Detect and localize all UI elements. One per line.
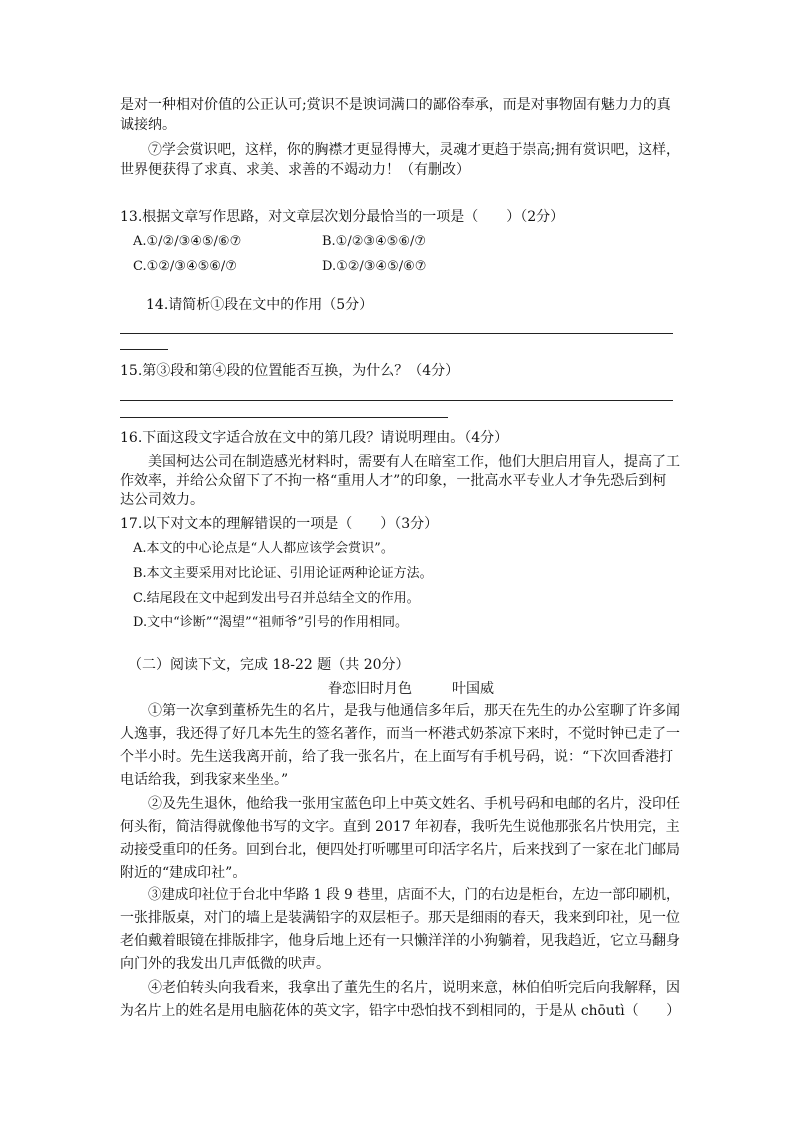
q13-option-d: D.①②/③④⑤/⑥⑦	[322, 259, 427, 274]
p1-line-2: 人逸事，我还得了好几本先生的签名著作，而当一杯港式奶茶凉下来时，不觉时钟已走了一	[120, 726, 680, 742]
q15-stem: 15.第③段和第④段的位置能否互换，为什么？（4分）	[120, 363, 460, 379]
p3-line-4: 向门外的我发出几声低微的吠声。	[120, 956, 330, 972]
passage2-title: 眷恋旧时月色	[328, 681, 412, 697]
section2-heading: （二）阅读下文，完成 18-22 题（共 20分）	[128, 657, 410, 673]
p2-line-3: 动接受重印的任务。回到台北，便四处打听哪里可印活字名片，后来找到了一家在北门邮局	[120, 842, 680, 858]
p4-line-2: 为名片上的姓名是用电脑花体的英文字，铅字中恐怕找不到相同的，于是从 chōutì（ ）	[120, 1003, 681, 1019]
q13-option-b: B.①/②③④⑤⑥/⑦	[322, 234, 427, 249]
q14-answer-line-1	[120, 333, 673, 334]
q17-option-b: B.本文主要采用对比论证、引用论证两种论证方法。	[133, 566, 433, 581]
q14-stem: 14.请简析①段在文中的作用（5分）	[146, 297, 374, 313]
q17-stem: 17.以下对文本的理解错误的一项是（ ）（3分）	[120, 516, 439, 532]
q15-answer-line-1	[120, 400, 673, 401]
q13-stem: 13.根据文章写作思路，对文章层次划分最恰当的一项是（ ）（2分）	[120, 209, 565, 225]
q16-passage-line-1: 美国柯达公司在制造感光材料时，需要有人在暗室工作，他们大胆启用盲人，提高了工	[148, 454, 680, 470]
p2-line-2: 何头衔，简洁得就像他书写的文字。直到 2017 年初春，我听先生说他那张名片快用完，主	[120, 819, 680, 835]
para7-line-1: ⑦学会赏识吧，这样，你的胸襟才更显得博大，灵魂才更趋于崇高;拥有赏识吧，这样，	[148, 142, 680, 158]
p1-line-3: 个半小时。先生送我离开前，给了我一张名片，在上面写有手机号码，说：“下次回香港打	[120, 749, 674, 765]
q13-option-c: C.①②/③④⑤⑥/⑦	[133, 259, 237, 274]
p3-line-2: 一张排版桌，对门的墙上是装满铅字的双层柜子。那天是细雨的春天，我来到印社，见一位	[120, 910, 680, 926]
q16-stem: 16.下面这段文字适合放在文中的第几段？请说明理由。（4分）	[120, 430, 509, 446]
q17-option-a: A.本文的中心论点是“人人都应该学会赏识”。	[133, 541, 394, 556]
p4-line-1: ④老伯转头向我看来，我拿出了董先生的名片，说明来意，林伯伯听完后向我解释，因	[148, 980, 680, 996]
q14-answer-line-2	[120, 349, 168, 350]
passage2-author: 叶国威	[452, 681, 494, 697]
p1-line-4: 电话给我，到我家来坐坐。”	[120, 772, 289, 788]
p3-line-1: ③建成印社位于台北中华路 1 段 9 巷里，店面不大，门的右边是柜台，左边一部印刷机，	[148, 887, 680, 903]
p2-line-4: 附近的“建成印社”。	[120, 865, 247, 881]
p3-line-3: 老伯戴着眼镜在排版排字，他身后地上还有一只懒洋洋的小狗躺着，见我趋近，它立马翻身	[120, 933, 680, 949]
para6-line-2: 诚接纳。	[120, 117, 176, 133]
p1-line-1: ①第一次拿到董桥先生的名片，是我与他通信多年后，那天在先生的办公室聊了许多闻	[148, 703, 680, 719]
q15-answer-line-2	[120, 417, 448, 418]
q16-passage-line-3: 达公司效力。	[120, 492, 204, 508]
p2-line-1: ②及先生退休，他给我一张用宝蓝色印上中英文姓名、手机号码和电邮的名片，没印任	[148, 796, 680, 812]
q17-option-c: C.结尾段在文中起到发出号召并总结全文的作用。	[133, 591, 420, 606]
q13-option-a: A.①/②/③④⑤/⑥⑦	[133, 234, 242, 249]
q16-passage-line-2: 作效率，并给公众留下了不拘一格“重用人才”的印象，一批高水平专业人才争先恐后到柯	[120, 473, 667, 489]
q17-option-d: D.文中“诊断”“渴望”“祖师爷”引号的作用相同。	[133, 615, 408, 630]
para7-line-2: 世界便获得了求真、求美、求善的不竭动力！（有删改）	[120, 162, 470, 178]
para6-line-1: 是对一种相对价值的公正认可;赏识不是谀词满口的鄙俗奉承，而是对事物固有魅力力的真	[120, 97, 671, 113]
